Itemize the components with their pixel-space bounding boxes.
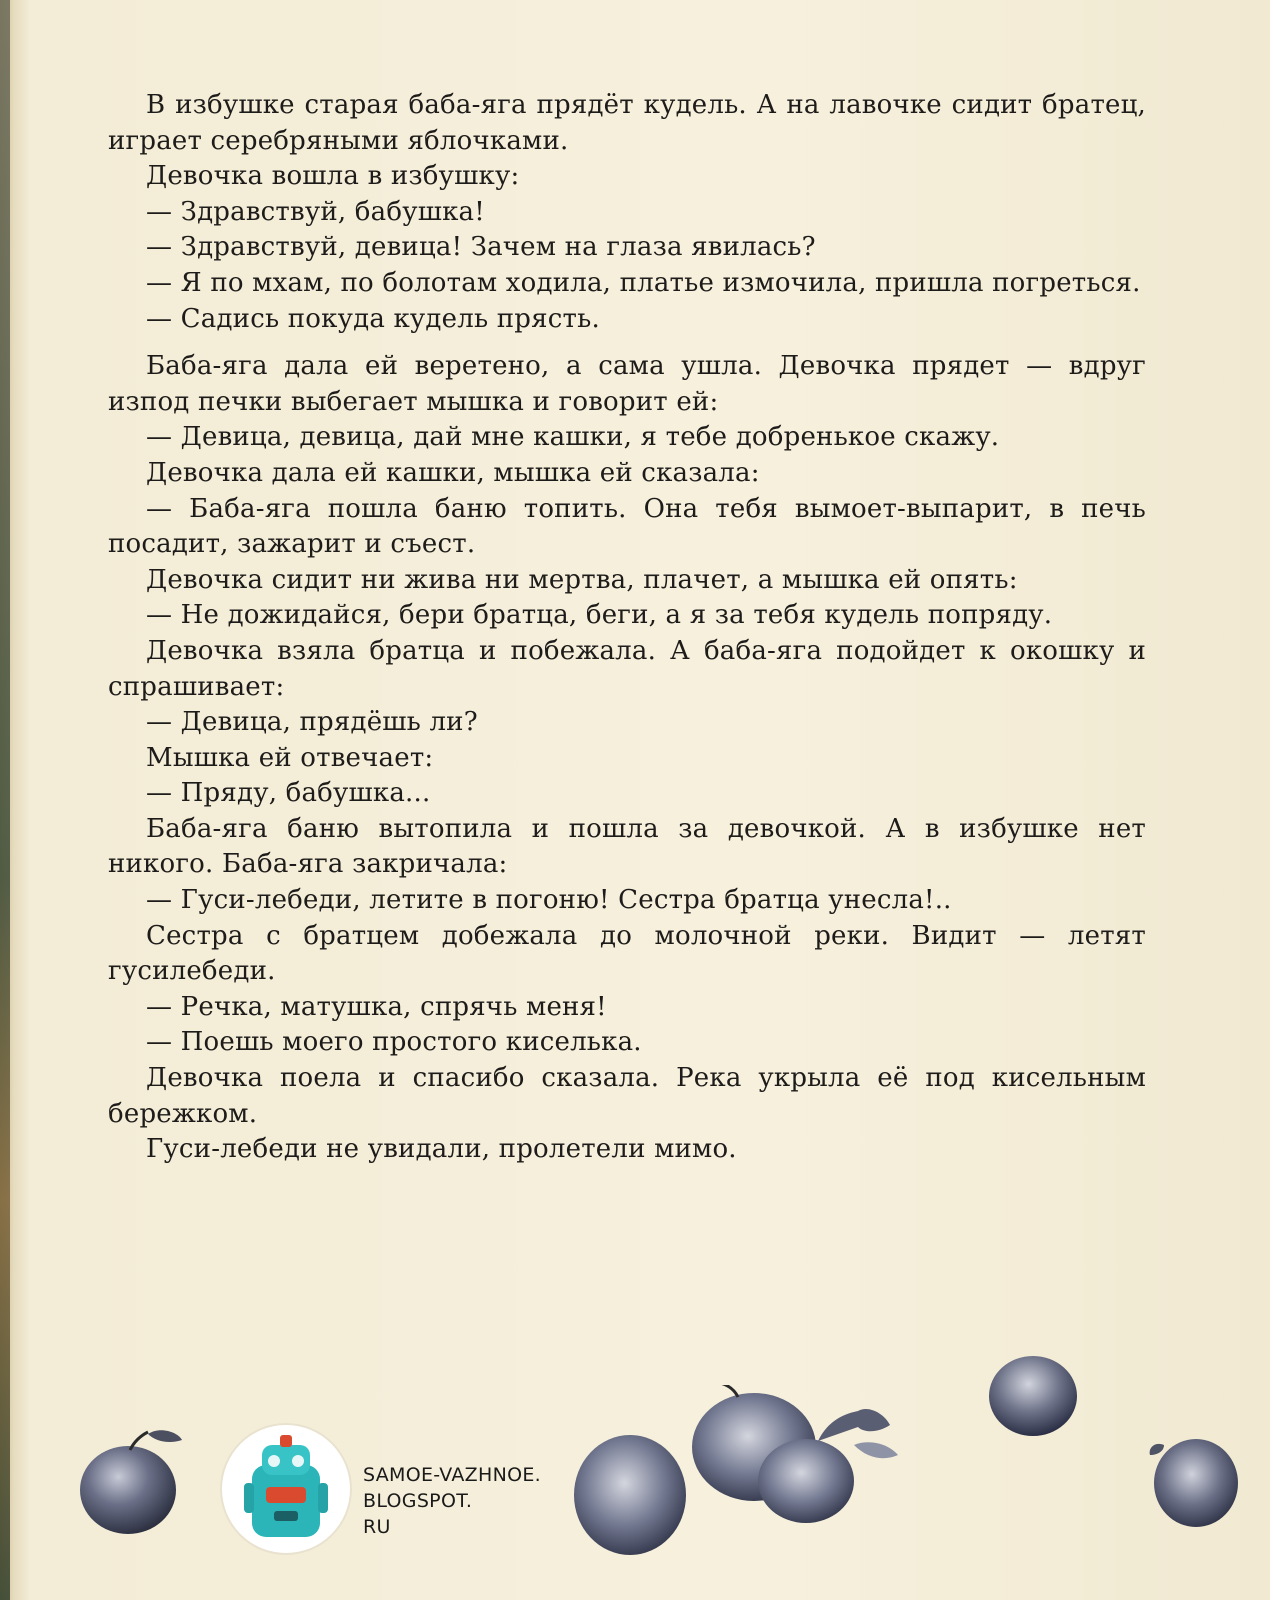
paragraph: — Здравствуй, бабушка! <box>146 196 485 227</box>
paragraph: Девочка дала ей кашки, мышка ей сказала: <box>146 457 760 488</box>
watermark-line: SAMOE-VAZHNOE. <box>363 1464 542 1486</box>
apple-illustration-right-bottom <box>1146 1425 1242 1529</box>
apple-illustration-cluster <box>568 1385 928 1565</box>
paragraph: Баба-яга дала ей веретено, а сама ушла. Девочка прядет — вдруг изпод печки выбегает мышка и говорит ей: <box>108 351 1146 417</box>
paragraph: Девочка сидит ни жива ни мертва, плачет, а мышка ей опять: <box>146 564 1018 595</box>
site-logo <box>222 1425 350 1553</box>
watermark-line: RU <box>363 1516 391 1538</box>
paragraph: Гуси-лебеди не увидали, пролетели мимо. <box>146 1134 737 1165</box>
paragraph: — Садись покуда кудель прясть. <box>146 303 600 334</box>
paragraph: — Я по мхам, по болотам ходила, платье измочила, пришла погреться. <box>146 267 1141 298</box>
paragraph: Девочка поела и спасибо сказала. Река укрыла её под кисельным бережком. <box>108 1063 1146 1129</box>
paragraph: Девочка вошла в избушку: <box>146 161 520 192</box>
paragraph: — Здравствуй, девица! Зачем на глаза явилась? <box>146 232 816 263</box>
paragraph: — Пряду, бабушка... <box>146 778 431 809</box>
paragraph: Мышка ей отвечает: <box>146 742 434 773</box>
book-spine-edge <box>0 0 10 1600</box>
apple-illustration-left <box>74 1428 192 1538</box>
paragraph: В избушке старая баба-яга прядёт кудель. А на лавочке сидит братец, играет серебряными яблочками. <box>108 90 1146 156</box>
paragraph: — Баба-яга пошла баню топить. Она тебя вымоет-выпарит, в печь посадит, зажарит и съест. <box>108 493 1146 560</box>
paragraph: — Не дожидайся, бери братца, беги, а я за тебя кудель попряду. <box>146 600 1053 631</box>
paragraph: Девочка взяла братца и побежала. А баба-яга подойдет к окошку и спрашивает: <box>108 635 1146 702</box>
apple-illustration-right-top <box>985 1350 1083 1440</box>
paragraph: — Поешь моего простого киселька. <box>146 1027 642 1058</box>
paragraph: — Гуси-лебеди, летите в погоню! Сестра братца унесла!.. <box>146 885 952 916</box>
paragraph: Сестра с братцем добежала до молочной реки. Видит — летят гусилебеди. <box>108 920 1146 987</box>
robot-icon <box>222 1425 350 1553</box>
paragraph: — Речка, матушка, спрячь меня! <box>146 991 607 1022</box>
watermark-line: BLOGSPOT. <box>363 1490 473 1512</box>
watermark-url <box>363 1462 541 1540</box>
paragraph: Баба-яга баню вытопила и пошла за девочкой. А в избушке нет никого. Баба-яга закричала: <box>108 813 1146 880</box>
story-text <box>108 88 1146 1168</box>
paragraph: — Девица, девица, дай мне кашки, я тебе добренькое скажу. <box>146 422 1000 453</box>
paragraph: — Девица, прядёшь ли? <box>146 707 478 738</box>
